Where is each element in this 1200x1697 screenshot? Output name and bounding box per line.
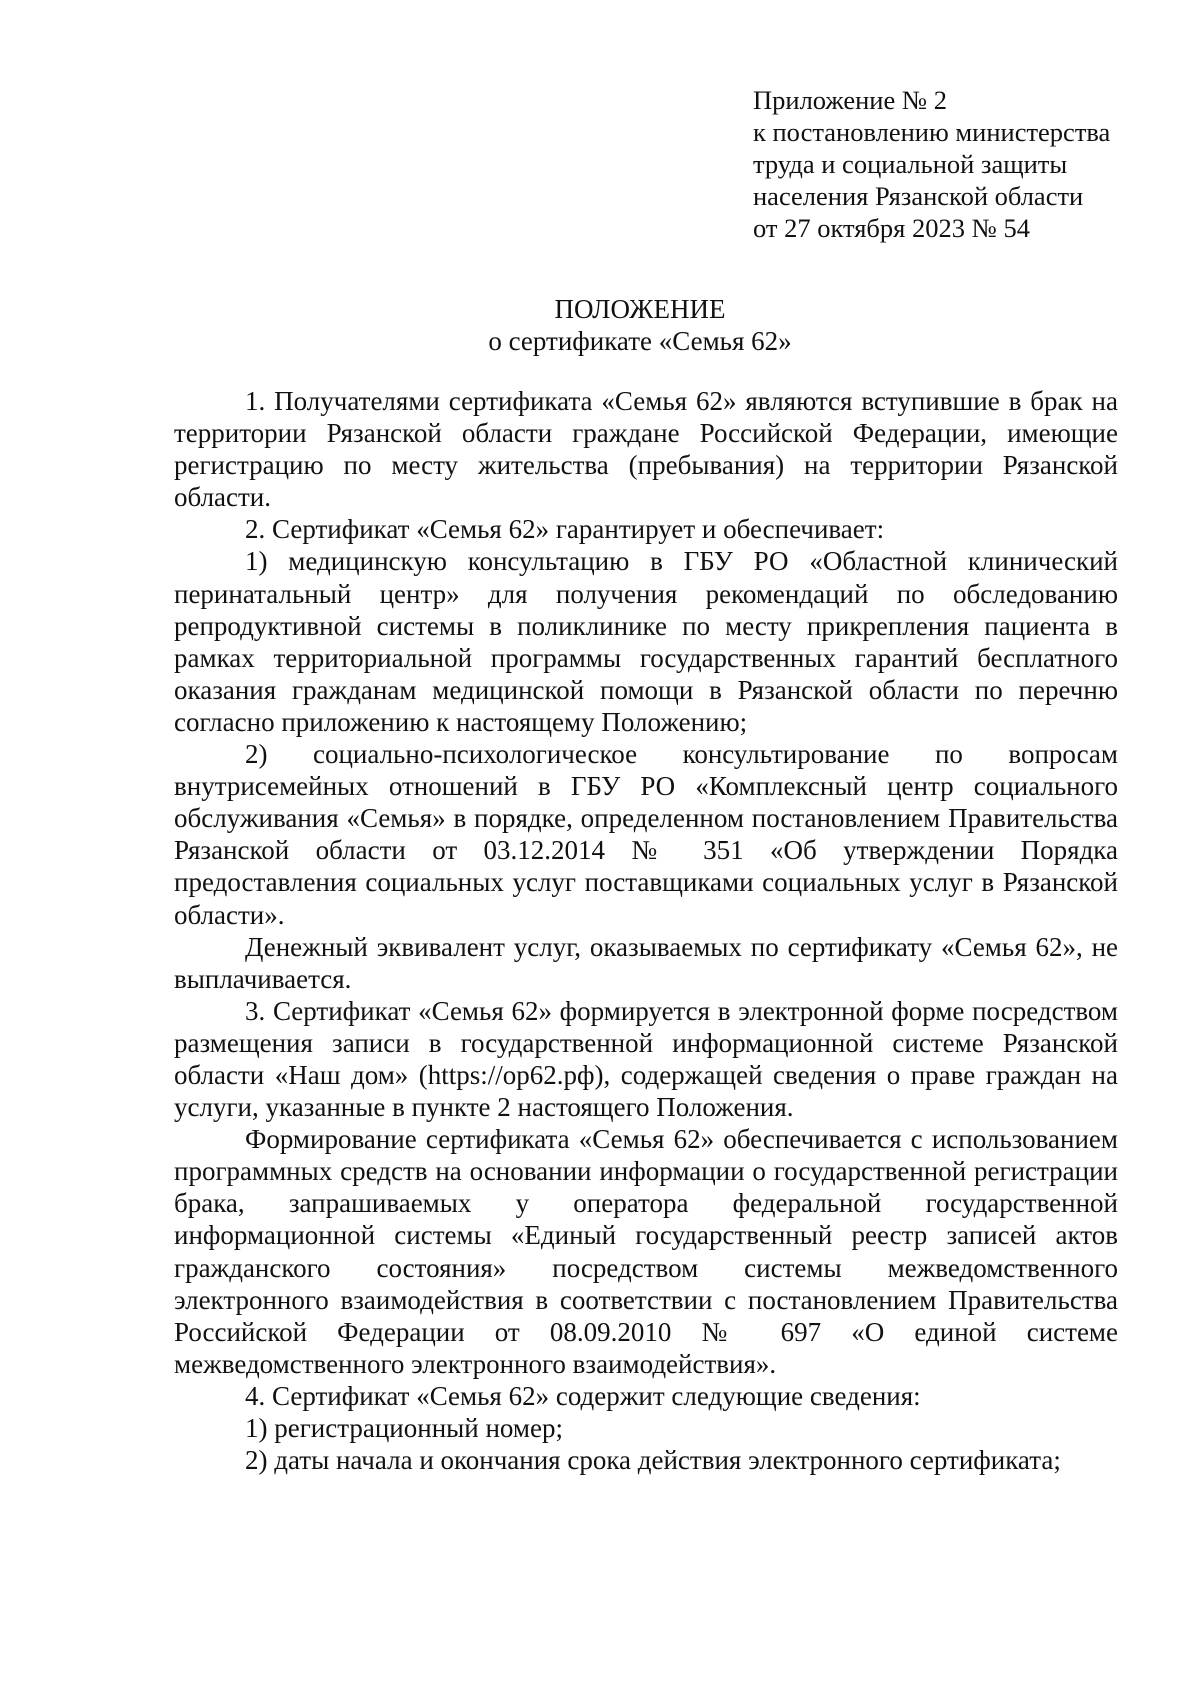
paragraph-4-item-1: 1) регистрационный номер; (245, 1413, 563, 1443)
appendix-line: населения Рязанской области (753, 181, 1084, 211)
paragraph-2-item-2: 2) социально-психологическое консультирование по вопросам внутрисемейных отношений в ГБУ РО «Комплексный центр социального обслуживания «Семья» в порядке, определенном постановлением Правительства Рязанской области от 03.12.2014 № 351 «Об утверждении Порядка предоставления социальных услуг поставщиками социальных услуг в Рязанской области». (174, 739, 1118, 930)
appendix-line: от 27 октября 2023 № 54 (753, 213, 1031, 243)
paragraph-2-item-1: 1) медицинскую консультацию в ГБУ РО «Областной клинический перинатальный центр» для получения рекомендаций по обследованию репродуктивной системы в поликлинике по месту прикрепления пациента в рамках территориальной программы государственных гарантий бесплатного оказания гражданам медицинской помощи в Рязанской области по перечню согласно приложению к настоящему Положению; (174, 546, 1118, 737)
appendix-line: Приложение № 2 (753, 85, 948, 115)
paragraph-4: 4. Сертификат «Семья 62» содержит следующие сведения: (245, 1380, 921, 1411)
document-subtitle: о сертификате «Семья 62» (488, 326, 792, 356)
paragraph-3-note: Формирование сертификата «Семья 62» обеспечивается с использованием программных средств на основании информации о государственной регистрации брака, запрашиваемых у оператора федеральной государственной информационной системы «Единый государственный реестр записей актов гражданского состояния» посредством системы межведомственного электронного взаимодействия в соответствии с постановлением Правительства Российской Федерации от 08.09.2010 № 697 «О единой системе межведомственного электронного взаимодействия». (174, 1124, 1118, 1379)
document-title: ПОЛОЖЕНИЕ (554, 294, 726, 324)
appendix-line: к постановлению министерства (753, 117, 1111, 147)
appendix-line: труда и социальной защиты (753, 149, 1068, 179)
paragraph-2-note: Денежный эквивалент услуг, оказываемых по сертификату «Семья 62», не выплачивается. (174, 931, 1118, 994)
paragraph-3: 3. Сертификат «Семья 62» формируется в электронной форме посредством размещения записи в государственной информационной системе Рязанской области «Наш дом» (https://ор62.рф), содержащей сведения о праве граждан на услуги, указанные в пункте 2 настоящего Положения. (174, 995, 1118, 1123)
paragraph-2: 2. Сертификат «Семья 62» гарантирует и обеспечивает: (245, 514, 885, 545)
document-body (174, 385, 1118, 1476)
appendix-header (753, 84, 1173, 244)
paragraph-4-item-2: 2) даты начала и окончания срока действия электронного сертификата; (245, 1445, 1061, 1476)
paragraph-1: 1. Получателями сертификата «Семья 62» являются вступившие в брак на территории Рязанской области граждане Российской Федерации, имеющие регистрацию по месту жительства (пребывания) на территории Рязанской области. (174, 386, 1118, 513)
